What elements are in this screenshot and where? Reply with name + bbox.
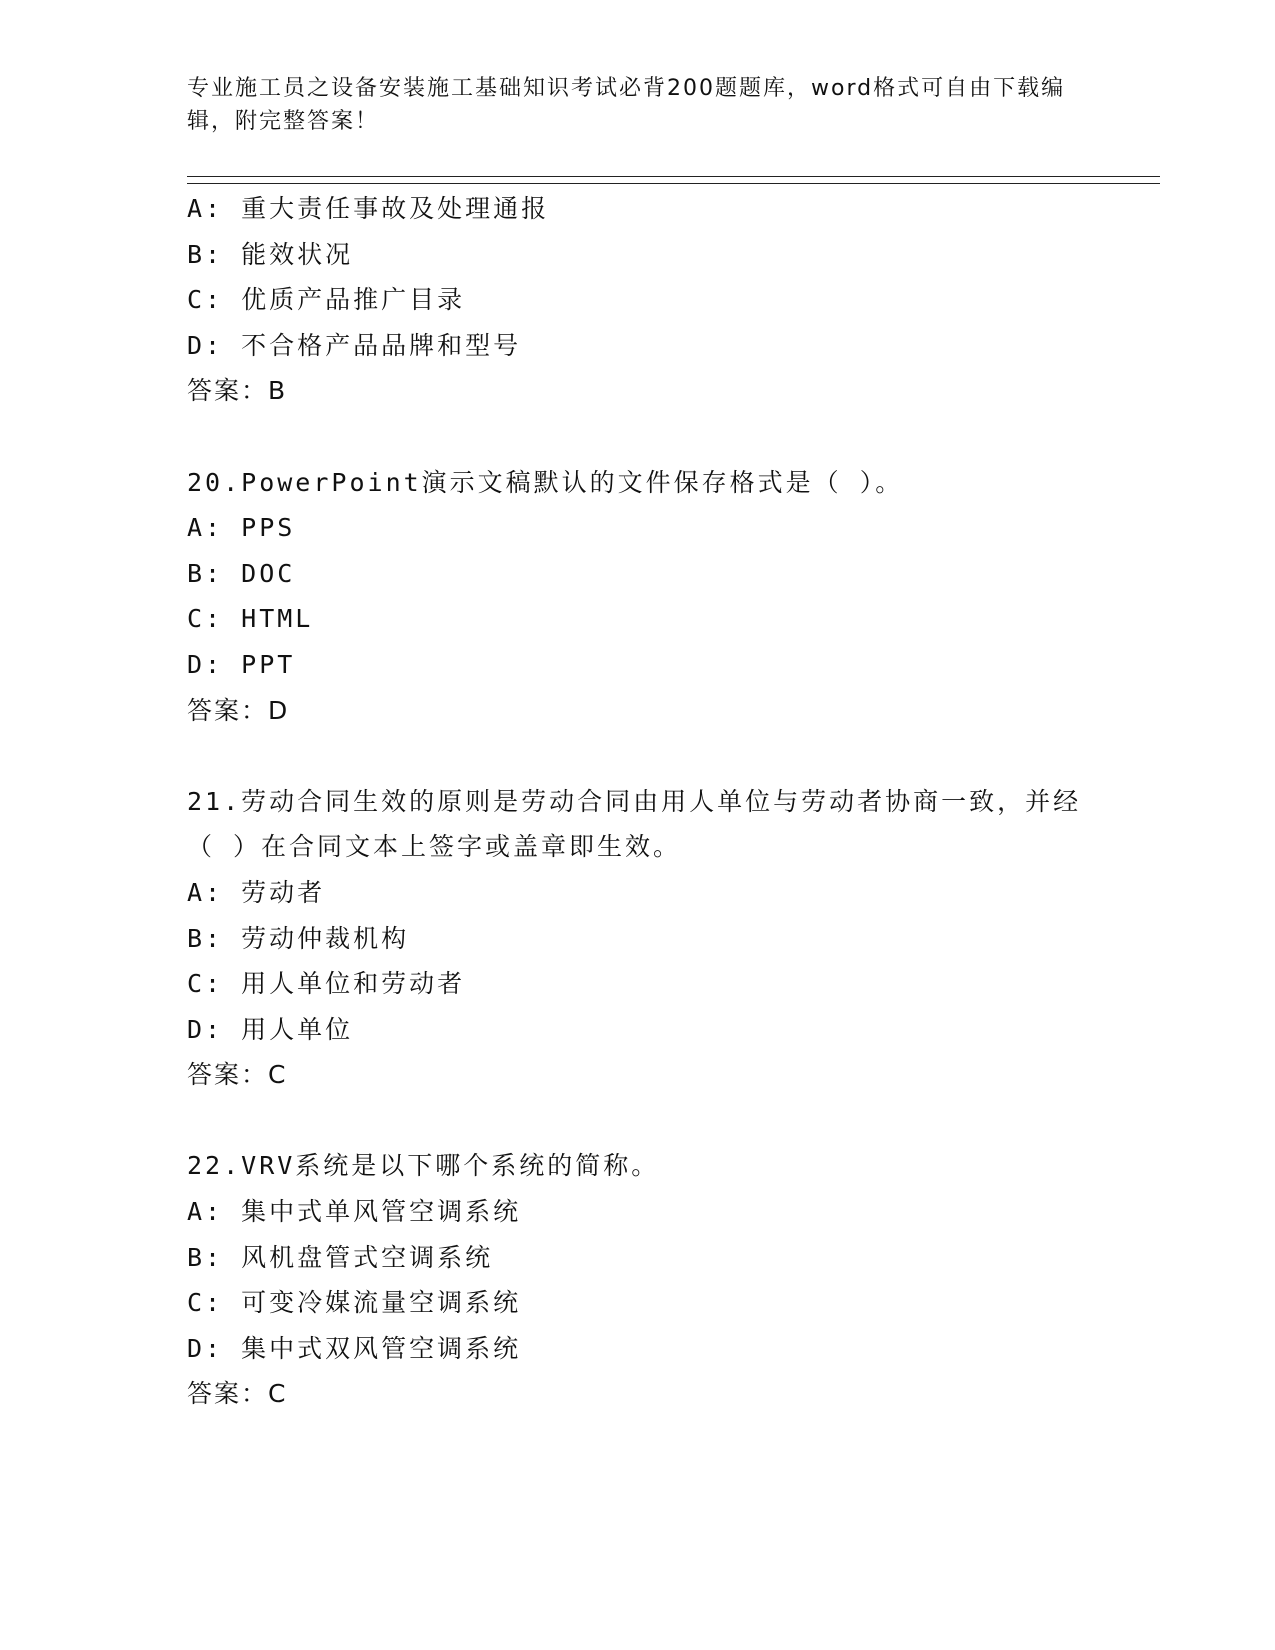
option-b: B: DOC [187, 558, 296, 588]
option-d: D: 用人单位 [187, 1014, 354, 1044]
option-c: C: 用人单位和劳动者 [187, 969, 466, 999]
answer: 答案：B [187, 376, 288, 406]
option-c: C: 可变冷媒流量空调系统 [187, 1288, 522, 1318]
option-b: B: 能效状况 [187, 239, 354, 269]
option-d: D: 不合格产品品牌和型号 [187, 330, 522, 360]
question-20 [187, 460, 1087, 734]
header-rule-bottom [187, 183, 1160, 184]
option-c: C: HTML [187, 604, 314, 634]
option-a: A: 集中式单风管空调系统 [187, 1197, 522, 1227]
question-19 [187, 186, 1087, 414]
option-d: D: 集中式双风管空调系统 [187, 1333, 522, 1363]
question-text: 22.VRV系统是以下哪个系统的简称。 [187, 1151, 660, 1181]
question-text: 21.劳动合同生效的原则是劳动合同由用人单位与劳动者协商一致，并经（ ）在合同文本上签字或盖章即生效。 [187, 786, 1082, 862]
question-list [187, 186, 1087, 1417]
answer: 答案：C [187, 1060, 288, 1090]
option-a: A: 重大责任事故及处理通报 [187, 194, 550, 223]
option-b: B: 风机盘管式空调系统 [187, 1242, 494, 1272]
answer: 答案：C [187, 1379, 288, 1409]
header-rule-top [187, 176, 1160, 177]
option-a: A: 劳动者 [187, 877, 326, 907]
option-d: D: PPT [187, 649, 296, 679]
document-header: 专业施工员之设备安装施工基础知识考试必背200题题库，word格式可自由下载编辑，附完整答案！ [187, 76, 1066, 134]
option-a: A: PPS [187, 513, 296, 543]
answer: 答案：D [187, 695, 290, 725]
question-text: 20.PowerPoint演示文稿默认的文件保存格式是（ ）。 [187, 467, 904, 497]
option-c: C: 优质产品推广目录 [187, 285, 466, 315]
question-21 [187, 779, 1087, 1098]
option-b: B: 劳动仲裁机构 [187, 923, 410, 953]
question-22 [187, 1143, 1087, 1417]
